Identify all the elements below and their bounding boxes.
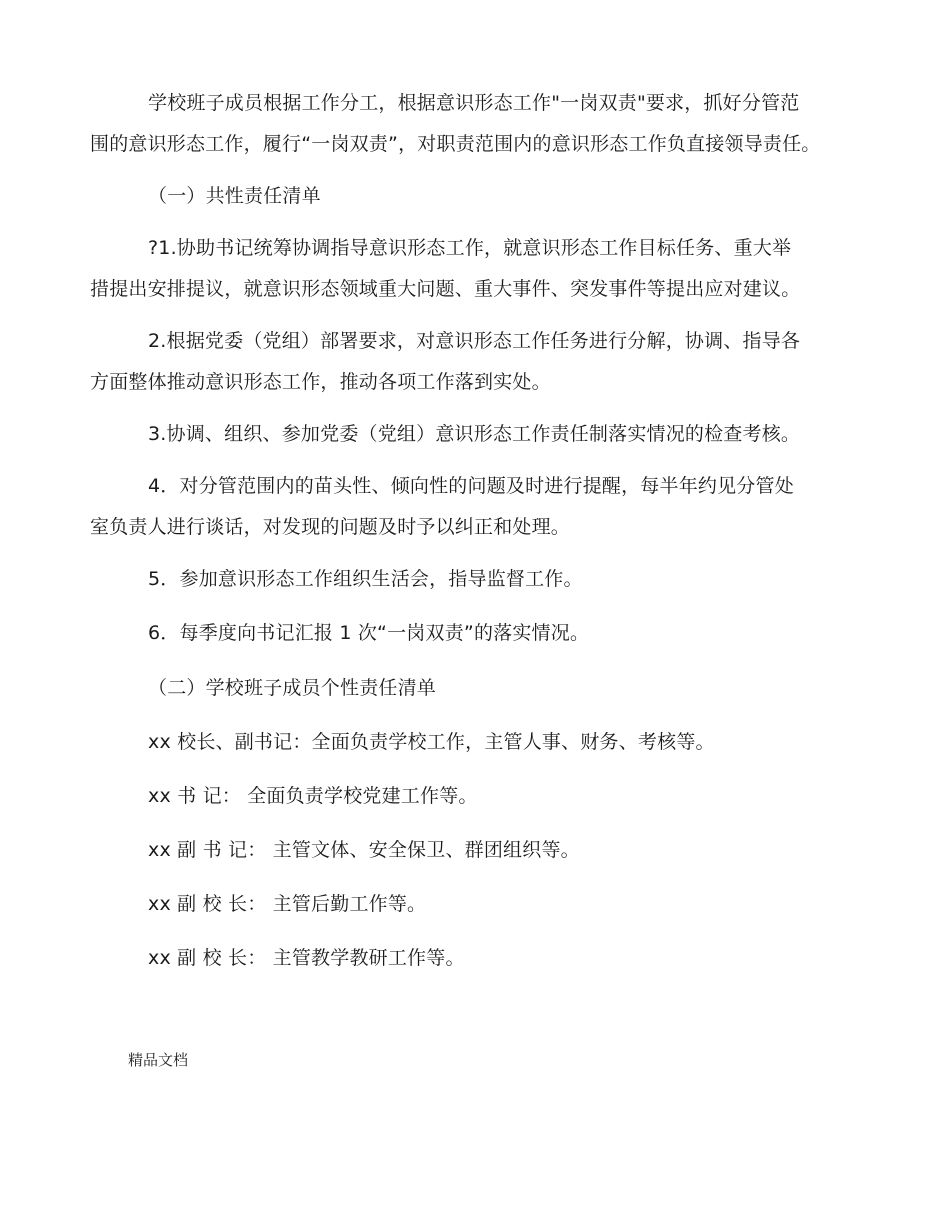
item-3-line-1: 3.协调、组织、参加党委（党组）意识形态工作责任制落实情况的检查考核。 — [148, 423, 801, 445]
item-6-line-1: 6．每季度向书记汇报 1 次“一岗双责”的落实情况。 — [148, 622, 590, 644]
section-1-heading: （一）共性责任清单 — [148, 185, 321, 207]
section-2-heading: （二）学校班子成员个性责任清单 — [148, 677, 437, 699]
intro-line-2: 围的意识形态工作，履行“一岗双责”，对职责范围内的意识形态工作负直接领导责任。 — [90, 133, 821, 155]
item-5-line-1: 5．参加意识形态工作组织生活会，指导监督工作。 — [148, 568, 583, 590]
member-line: xx 副 书 记： 主管文体、安全保卫、群团组织等。 — [148, 839, 580, 861]
member-line: xx 副 校 长： 主管教学教研工作等。 — [148, 947, 465, 969]
member-line: xx 校长、副书记：全面负责学校工作，主管人事、财务、考核等。 — [148, 731, 715, 753]
item-1-line-1: ?1.协助书记统筹协调指导意识形态工作，就意识形态工作目标任务、重大举 — [148, 237, 792, 259]
item-1-line-2: 措提出安排提议，就意识形态领域重大问题、重大事件、突发事件等提出应对建议。 — [90, 278, 801, 300]
item-2-line-2: 方面整体推动意识形态工作，推动各项工作落到实处。 — [90, 371, 551, 393]
footer-watermark-text: 精品文档 — [128, 1051, 189, 1069]
item-4-line-1: 4．对分管范围内的苗头性、倾向性的问题及时进行提醒，每半年约见分管处 — [148, 475, 794, 497]
item-2-line-1: 2.根据党委（党组）部署要求，对意识形态工作任务进行分解，协调、指导各 — [148, 330, 801, 352]
member-line: xx 副 校 长： 主管后勤工作等。 — [148, 893, 427, 915]
member-line: xx 书 记： 全面负责学校党建工作等。 — [148, 785, 478, 807]
intro-line-1: 学校班子成员根据工作分工，根据意识形态工作"一岗双责"要求，抓好分管范 — [148, 92, 800, 114]
item-4-line-2: 室负责人进行谈话，对发现的问题及时予以纠正和处理。 — [90, 516, 571, 538]
